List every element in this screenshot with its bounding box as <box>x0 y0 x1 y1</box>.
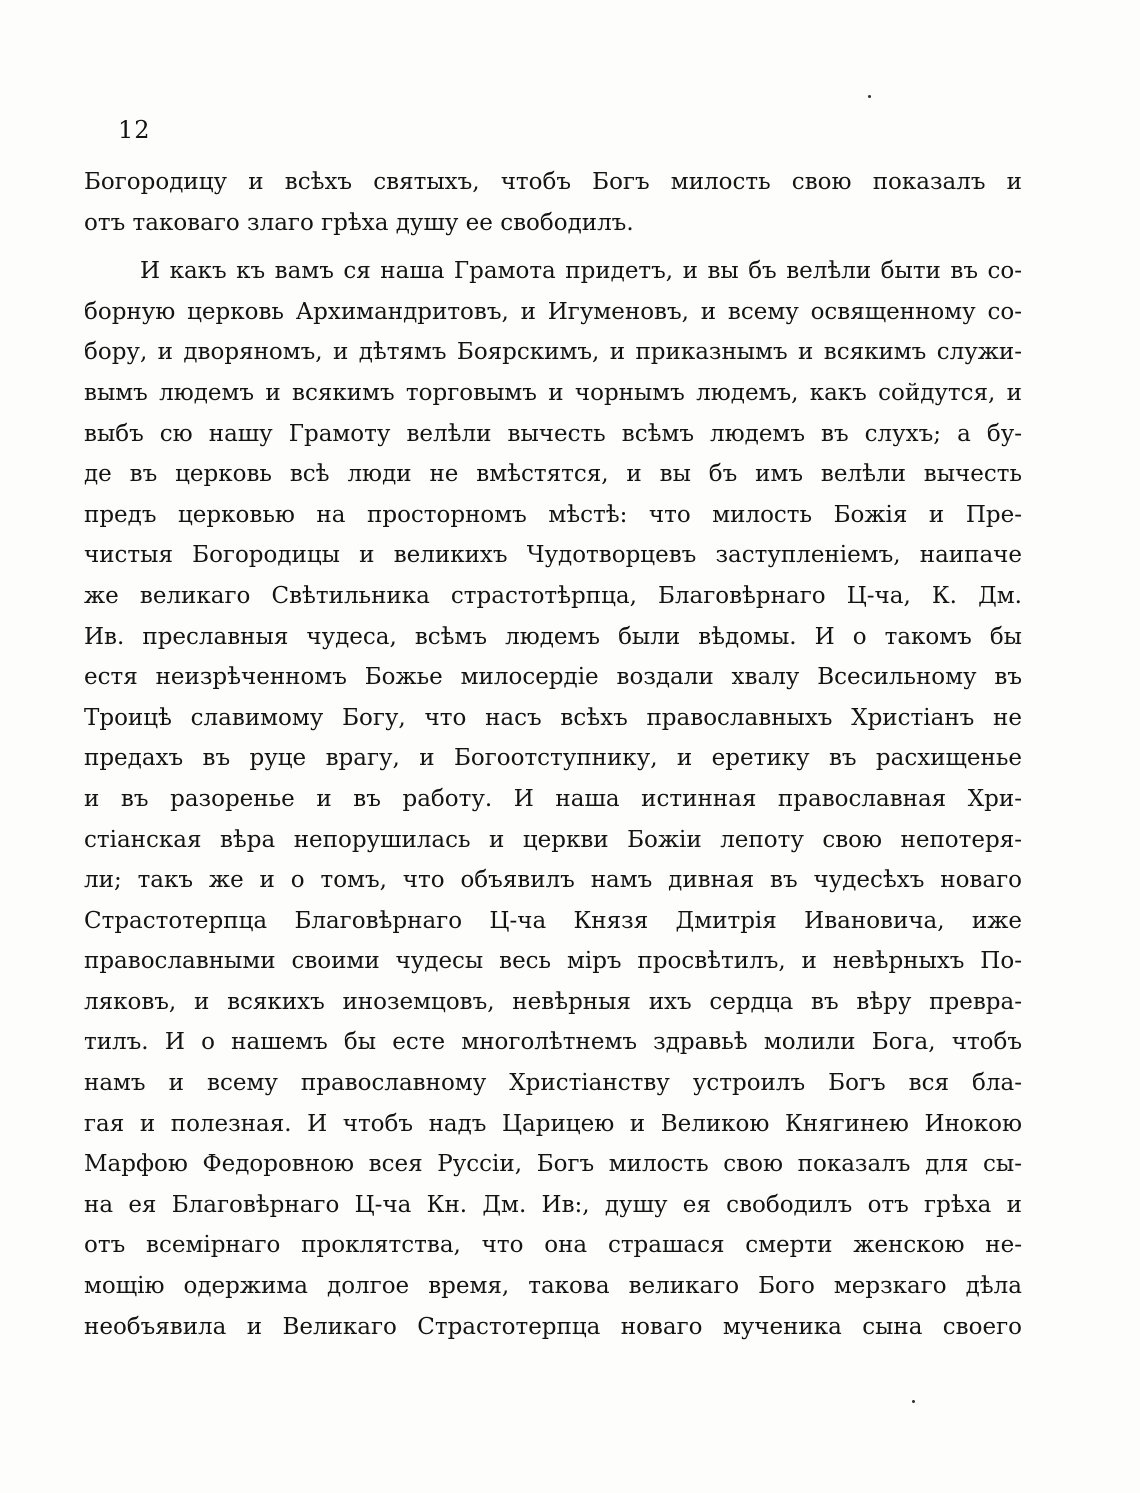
text-line: ляковъ, и всякихъ иноземцовъ, невѣрныя ихъ сердца въ вѣру превра- <box>84 988 1022 1015</box>
text-line: тилъ. И о нашемъ бы естe многолѣтнемъ здравьѣ молили Бога, чтобъ <box>84 1029 1022 1056</box>
text-line: Страстотерпца Благовѣрнаго Ц-ча Князя Дмитрія Ивановича, иже <box>84 907 1022 934</box>
text-line: Троицѣ славимому Богу, что насъ всѣхъ православныхъ Христіанъ не <box>84 704 1022 731</box>
body-text <box>84 162 1022 1347</box>
paragraph-gap <box>84 243 1022 251</box>
text-line: намъ и всему православному Христіанству устроилъ Богъ вся бла- <box>84 1070 1022 1097</box>
text-line: православными своими чудесы весь міръ просвѣтилъ, и невѣрныхъ По- <box>84 948 1022 975</box>
text-line: гая и полезная. И чтобъ надъ Царицею и Великою Княгинею Инокою <box>84 1110 1022 1137</box>
text-line: Ив. преславныя чудеса, всѣмъ людемъ были вѣдомы. И о такомъ бы <box>84 623 1022 650</box>
page-number: 12 <box>118 116 151 144</box>
text-line: И какъ къ вамъ ся наша Грамота придетъ, и вы бъ велѣли быти въ со- <box>140 258 1022 285</box>
text-line: предахъ въ руце врагу, и Богоотступнику, и еретику въ расхищенье <box>84 745 1022 772</box>
text-line: Марфою Федоровною всея Руссіи, Богъ милость свою показалъ для сы- <box>84 1151 1022 1178</box>
text-line: же великаго Свѣтильника страстотѣрпца, Благовѣрнаго Ц-ча, К. Дм. <box>84 582 1022 609</box>
text-line: ли; такъ же и о томъ, что объявилъ намъ дивная въ чудесѣхъ новаго <box>84 867 1022 894</box>
print-speck <box>912 1400 915 1403</box>
text-line: вымъ людемъ и всякимъ торговымъ и чорнымъ людемъ, какъ сойдутся, и <box>84 379 1022 406</box>
text-line: естя неизрѣченномъ Божье милосердіе воздали хвалу Всесильному въ <box>84 664 1022 691</box>
text-line: на ея Благовѣрнаго Ц-ча Кн. Дм. Ив:, душу ея свободилъ отъ грѣха и <box>84 1191 1022 1218</box>
text-line: борную церковь Архимандритовъ, и Игуменовъ, и всему освященному со- <box>84 298 1022 325</box>
print-speck <box>868 95 871 98</box>
text-line: де въ церковь всѣ люди не вмѣстятся, и вы бъ имъ велѣли вычесть <box>84 461 1022 488</box>
text-line: мощію одержима долгое время, такова великаго Бого мерзкаго дѣла <box>84 1273 1022 1300</box>
text-line: отъ таковаго злаго грѣха душу ее свободилъ. <box>84 209 634 236</box>
text-line: необъявила и Великаго Страстотерпца новаго мученика сына своего <box>84 1313 1022 1340</box>
text-line: бору, и дворяномъ, и дѣтямъ Боярскимъ, и приказнымъ и всякимъ служи- <box>84 339 1022 366</box>
text-line: стіанская вѣра непорушилась и церкви Божіи лепоту свою непотеря- <box>84 826 1022 853</box>
text-line: выбъ сю нашу Грамоту велѣли вычесть всѣмъ людемъ въ слухъ; а бу- <box>84 420 1022 447</box>
text-line: предъ церковью на просторномъ мѣстѣ: что милость Божія и Пре- <box>84 501 1022 528</box>
text-line: и въ разоренье и въ работу. И наша истинная православная Хри- <box>84 785 1022 812</box>
text-line: чистыя Богородицы и великихъ Чудотворцевъ заступленіемъ, наипаче <box>84 542 1022 569</box>
text-line: отъ всемірнаго проклятства, что она страшася смерти женскою не- <box>84 1232 1022 1259</box>
text-line: Богородицу и всѣхъ святыхъ, чтобъ Богъ милость свою показалъ и <box>84 169 1022 195</box>
